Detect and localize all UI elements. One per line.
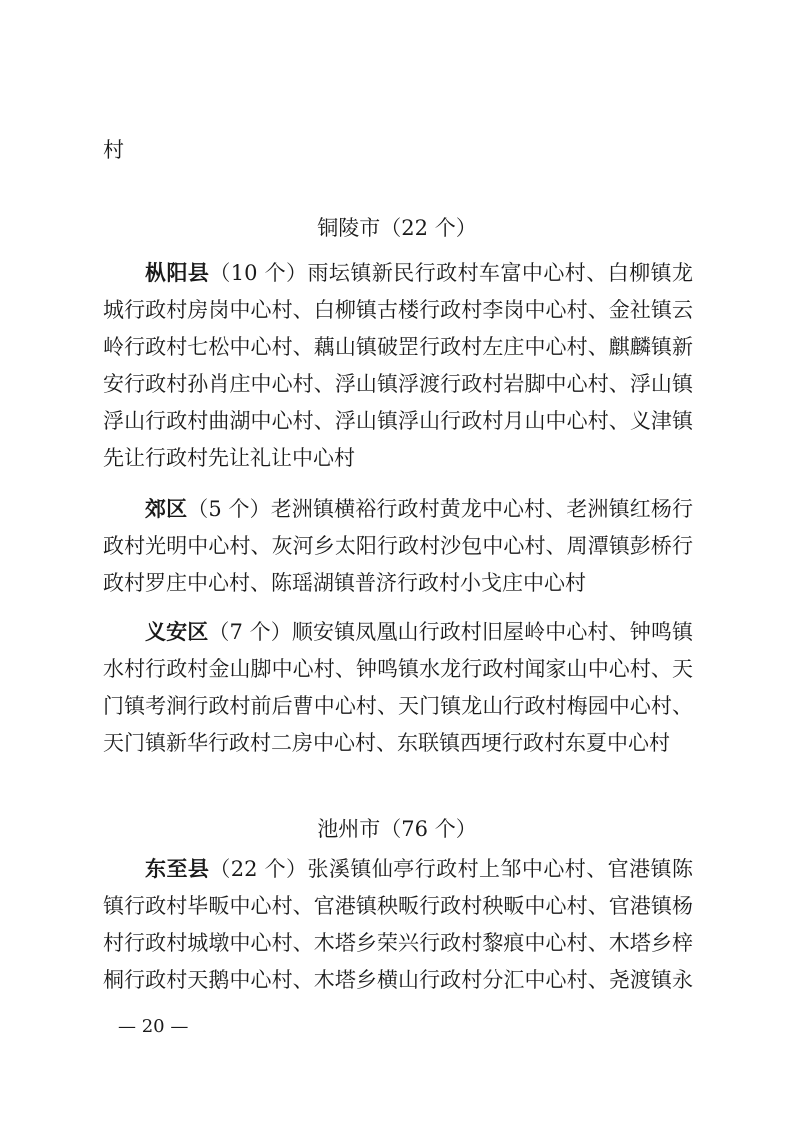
paragraph-line: 天门镇新华行政村二房中心村、东联镇西埂行政村东夏中心村 (103, 731, 670, 755)
county-name-dongzhi: 东至县 (145, 857, 210, 881)
county-name-zongyang: 枞阳县 (145, 261, 210, 285)
paragraph-line: 水村行政村金山脚中心村、钟鸣镇水龙行政村闻家山中心村、天 (103, 657, 693, 681)
paragraph-text: （10 个）雨坛镇新民行政村车富中心村、白柳镇龙 (209, 261, 693, 285)
district-name-jiaoqu: 郊区 (145, 497, 188, 521)
paragraph-line: 政村罗庄中心村、陈瑶湖镇普济行政村小戈庄中心村 (103, 571, 586, 595)
paragraph-line: 岭行政村七松中心村、藕山镇破罡行政村左庄中心村、麒麟镇新 (103, 335, 693, 359)
page-number: — 20 — (118, 1016, 189, 1037)
paragraph-line (145, 854, 693, 884)
paragraph-line: 政村光明中心村、灰河乡太阳行政村沙包中心村、周潭镇彭桥行 (103, 534, 693, 558)
paragraph-line: 村行政村城墩中心村、木塔乡荣兴行政村黎痕中心村、木塔乡梓 (103, 931, 693, 955)
paragraph-line: 先让行政村先让礼让中心村 (103, 446, 355, 470)
paragraph-line: 安行政村孙肖庄中心村、浮山镇浮渡行政村岩脚中心村、浮山镇 (103, 372, 693, 396)
paragraph-line: 镇行政村毕畈中心村、官港镇秧畈行政村秧畈中心村、官港镇杨 (103, 894, 693, 918)
paragraph-text: （7 个）顺安镇凤凰山行政村旧屋岭中心村、钟鸣镇 (208, 620, 693, 644)
section-heading-chizhou: 池州市（76 个） (317, 817, 477, 841)
paragraph-text: （5 个）老洲镇横裕行政村黄龙中心村、老洲镇红杨行 (187, 497, 694, 521)
paragraph-line: 门镇考涧行政村前后曹中心村、天门镇龙山行政村梅园中心村、 (103, 694, 693, 718)
paragraph-line: 桐行政村天鹅中心村、木塔乡横山行政村分汇中心村、尧渡镇永 (103, 968, 693, 992)
paragraph-text: （22 个）张溪镇仙亭行政村上邹中心村、官港镇陈 (209, 857, 693, 881)
carry-over-text: 村 (103, 138, 124, 162)
paragraph-line (145, 258, 693, 288)
section-heading-tongling: 铜陵市（22 个） (317, 216, 477, 240)
paragraph-line: 浮山行政村曲湖中心村、浮山镇浮山行政村月山中心村、义津镇 (103, 409, 693, 433)
district-name-yian: 义安区 (145, 620, 209, 644)
paragraph-line: 城行政村房岗中心村、白柳镇古楼行政村李岗中心村、金社镇云 (103, 298, 693, 322)
paragraph-line (145, 617, 693, 647)
paragraph-line (145, 494, 693, 524)
